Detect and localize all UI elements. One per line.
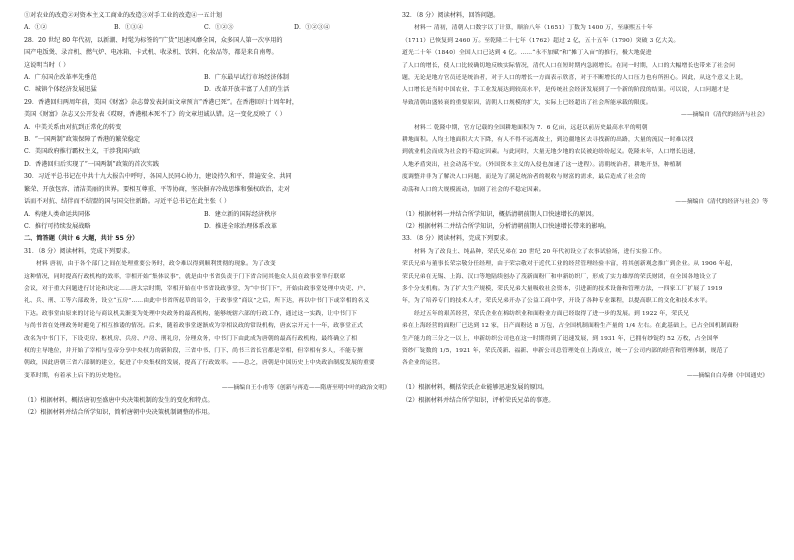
q27-option-a: A．①②	[24, 24, 48, 32]
left-column	[24, 10, 390, 419]
q33-intro: 33．（8 分）阅读材料，完成下列要求。	[402, 235, 512, 243]
q31-material-line: 会议，对于重大问题进行讨论和决定……唐太宗时期，宰相开始在中书省设政事堂，为“中书门下”，开始由政事堂处理中央吏、户、	[24, 285, 370, 292]
material-two-line: 耕地面积。人均土地面积大大下降，有人不得不远离故土，到边疆地区去寻找新的出路，大量的流民一时难以找	[402, 137, 694, 144]
q30-stem-line: 30．习近平总书记在中共十九大报告中呼吁，各国人民同心协力，建设持久和平、普遍安全、共同	[24, 173, 292, 181]
q31-question-1: （1）根据材料，概括唐初至盛唐中央决策机制的发生的变化和特点。	[24, 396, 214, 404]
q33-material-line: 材料 为了改良土、纯品种，荣氏兄弟在 20 世纪 20 年代初设立了农事试验场，进行实验工作。	[414, 248, 666, 255]
q31-material-line: 材料 唐初，由于各个部门之间在处理重要公务时，政令难以得到顺利贯彻的现象。为了改变	[36, 261, 276, 268]
q31-intro: 31．（8 分）阅读材料，完成下列要求。	[24, 247, 134, 255]
q27-option-c: C．①②③	[204, 24, 234, 32]
q31-material	[24, 258, 390, 382]
q32-intro: 32．（8 分）阅读材料，回答问题。	[402, 12, 500, 19]
material-two-source: ——摘编自《清代的经济与社会》等	[675, 199, 768, 206]
material-one-line: 题，无论是地方官员还是统治者，对于人口的增长一方面表示欣喜，对于不断增长的人口压力也有所担心。因此，从这个意义上说，	[402, 75, 747, 82]
q30-options-row	[24, 209, 390, 221]
material-two-line: 动荡和人口的大规模流动，加剧了社会的不稳定因素。	[402, 186, 545, 193]
q29-stem-line: 29．香港回归两周年前，美国《财富》杂志曾发表封面文章预言“香港已死”。在香港回归十周年时，	[24, 98, 299, 106]
q33-material-line: 年，为了培养专门的技术人才，荣氏兄弟开办了公益工商中学，开设了各种专业课程，以提高职工的文化和技术水平。	[402, 298, 712, 305]
q30-option-d: D．推进全球治理体系改革	[204, 222, 278, 230]
q33-material-line: 经过五年的艰苦经营，荣氏企业在棉纺织业和面粉业方面已经取得了进一步的发展。到 1922 年，荣氏兄	[414, 310, 690, 317]
q30-option-b: B．建立新的国际经济秩序	[204, 210, 277, 218]
q32-material-two	[402, 122, 768, 196]
material-one-line: 人口增长是当时中国农业、手工业发展达到较高水平，是传统社会经济发展到了一个新的阶段的结果。可以说，人口问题才是	[402, 87, 730, 94]
material-one-line: 材料一 清初，清朝人口数字以丁计算，顺治八年（1651）丁数为 1400 万，至康熙五十年	[414, 25, 653, 32]
material-two-line: 到就业机会而成为社会的不稳定因素。与此同时，大量无地少地的农民被迫纷纷起义。乾隆末年，人口增长迅速，	[402, 149, 700, 156]
q31-material-line: 这种情况，同时提高行政机构的效率，宰相开始“集体议事”，就是由中书省负责于门下省合同其他众人员在政事堂举行联席	[24, 273, 346, 280]
q30-stem-line: 话而不对抗、结伴而不结盟的国与国交往新路。习近平总书记在此主张（ ）	[24, 198, 231, 206]
q29-option-a: A．中美关系由对抗到正常化的转变	[24, 123, 122, 131]
q33-material-line: 荣氏兄弟与董事长荣宗敬分任经理，由于荣宗敬对于近代工业的经营管理经验丰富，将其创新观念推广到企业。从 1906 年起，	[402, 261, 737, 268]
q33-material-line: 生产能力的三分之一以上，申新纺织公司也在这一时期得到了迅速发展，到 1931 年，已拥有纱锭约 52 万枚，占全国华	[402, 335, 719, 342]
q31-source: ——摘编自王小甫等《创新与再造——隋唐至明中叶的政治文明》	[221, 385, 390, 392]
q27-choices: ①对农业的改造②对资本主义工商业的改造③对手工业的改造④一五计划	[24, 12, 222, 19]
q31-material-line: 下达。政事堂由原来的讨论与商议机关渐变为处理中央政务的最高机构，能够统辖六部的行政工作，通过这一实践，让中书门下	[24, 310, 358, 317]
material-one-line: 了人口的增长，使人口比较确切地反映实际情况，清代人口在短时期内急剧增长。在同一时期，人口的大幅增长也带来了社会问	[402, 62, 736, 69]
q33-material-line: 资纱厂锭数的 1/5，1921 年，荣氏茂新、福新、申新公司总管理处在上海成立，统一了公司内部的经营和管理体制，规范了	[402, 347, 729, 354]
q28-options-row	[24, 84, 390, 96]
q31-material-line: 权的主导地位，并开始了宰相与皇帝分享中央权力的新阶段，三省中书、门下、尚书三省长官都是宰相，但宰相有多人，不能专擅	[24, 347, 363, 354]
q27-options	[24, 22, 390, 34]
section-two-title: 二、简答题（共计 6 大题，共计 55 分）	[24, 235, 139, 243]
q29-option-c: C．美国政府推行霸权主义，干涉我国内政	[24, 148, 141, 156]
q32-question-1: （1）根据材料一并结合所学知识，概括清朝前期人口快速增长的原因。	[402, 210, 598, 218]
q30-option-c: C．推行可持续发展战略	[24, 222, 91, 230]
q28-options-row	[24, 72, 390, 84]
q27-option-b: B．①③④	[114, 24, 144, 32]
q31-material-line: 改名为中书门下，下设吏房、枢机房、兵房、户房、刑礼房，分理众务，中书门下由此成为唐朝的最高行政机构，最终确立了相	[24, 335, 358, 342]
q27-option-d: D．①②③④	[294, 24, 330, 32]
q33-material-line: 弟在上海经营的面粉厂已达到 12 家，日产面粉达 8 万包，占全国机制面粉生产量的 1/4 左右。在此基础上，已占全国机制面粉	[402, 323, 739, 330]
q28-stem-line: 28．20 世纪 80 年代初，以新潮、时髦为标签的“广货”迅速风靡全国，众多国人第一次享用的	[24, 36, 283, 44]
q31-material-line: 礼、兵、刑、工等六部政务，设立“五房”……由此中书省所起草的诏令，于政事堂“商议”之后，所下达，再以中书门下或宰相的名义	[24, 298, 370, 305]
material-one-line: 道光二十年（1840）全国人口已达到 4 亿。……“永不加赋”和“摊丁入亩”的推行，极大地促进	[402, 50, 652, 57]
q31-material-line: 变革时期，有着承上启下的历史地位。	[24, 372, 126, 379]
q30-options-row	[24, 221, 390, 233]
q29-stem-line: 美国《财富》杂志又公开发表《哎呀，香港根本死不了》的文章坦诚认错。这一变化反映了（ ）	[24, 111, 286, 119]
q33-material-line: 多个分支机构。为了扩大生产规模，荣氏兄弟大量吸收社会资本，引进新的技术设备和管理方法，一四家工厂扩展了 1919	[402, 285, 723, 292]
q28-option-d: D．改革开放丰富了人们的生活	[204, 86, 290, 94]
q33-question-2: （2）根据材料并结合所学知识，评析荣氏兄弟的事迹。	[402, 396, 555, 404]
material-one-line: 导致清朝由盛转衰的重要原因，清朝人口规模的扩大，实际上已经超出了社会所能承载的限度。	[402, 99, 652, 106]
q30-option-a: A．构建人类命运共同体	[24, 210, 91, 218]
q32-material-one	[402, 22, 768, 109]
q31-question-2: （2）根据材料并结合所学知识，简析唐朝中央决策机制调整的作用。	[24, 409, 214, 416]
q28-option-a: A．广东国企改革率先垂范	[24, 74, 97, 82]
material-two-line: 度调整并非为了解决人口问题，而是为了满足统治者的税收与财富的需求，最后造成了社会的	[402, 174, 646, 181]
material-one-source: ——摘编自《清代的经济与社会》	[681, 112, 768, 119]
q33-question-1: （1）根据材料，概括荣氏企业能够迅速发展的原因。	[402, 384, 549, 392]
q30-stem-line: 繁荣、开放包容、清洁美丽的世界。要相互尊重、平等协商，坚决摒弃冷战思维和强权政治，走对	[24, 185, 291, 193]
q29-option-b: B．“一国两制”政策保障了香港的繁荣稳定	[24, 136, 141, 144]
q33-material	[402, 246, 768, 370]
material-one-line: （1711）已恢复到 2460 万。至乾隆二十七年（1762）超过 2 亿，五十五年（1790）突破 3 亿大关。	[402, 37, 680, 44]
q29-option-d: D．香港回归后实现了“一国两制”政策的首次实践	[24, 160, 160, 168]
q32-question-2: （2）根据材料二并结合所学知识，分析清朝前期人口快速增长带来的影响。	[402, 222, 611, 230]
material-two-line: 人地矛盾突出，社会动荡不安。（外国资本主义的入侵也加速了这一进程）。清朝统治者，耕地开垦，种植制	[402, 161, 682, 168]
q28-stem-line: 这说明当时（ ）	[24, 61, 70, 69]
q31-material-line: 朝政，因此唐朝三省六部制的建立，促进了中央集权的发展，提高了行政效率。——总之，唐朝是中国历史上中央政治制度发展的重要	[24, 360, 375, 367]
material-two-line: 材料二 乾隆中期，官方记载的全国耕地面积为 7．6 亿亩，远赶以前历史最高水平的明朝	[414, 124, 648, 131]
q28-option-b: B．广东最早试行市场经济体制	[204, 74, 289, 82]
q33-source: ——摘编自白寿彝《中国通史》	[686, 372, 768, 379]
right-column	[402, 10, 768, 407]
q31-material-line: 与尚书省在处理政务时避免了相互推诿的情况。后来，随着政事堂逐渐成为宰相议政的常设机构，唐玄宗开元十一年，政事堂正式	[24, 323, 363, 330]
q28-stem-line: 国产电饭煲、录音机、燃气炉、电冰箱、卡式机、收录机、饮料、化妆品等，都是来自南粤。	[24, 49, 278, 57]
q28-option-c: C．城镇个体经济发展迅猛	[24, 86, 97, 94]
q33-material-line: 各企业的运营。	[402, 360, 444, 367]
q33-material-line: 荣氏兄弟在无锡、上海、汉口等地陆续创办了茂新面粉厂和申新纺织厂，形成了实力雄厚的荣氏财团，在全国各地设立了	[402, 273, 718, 280]
